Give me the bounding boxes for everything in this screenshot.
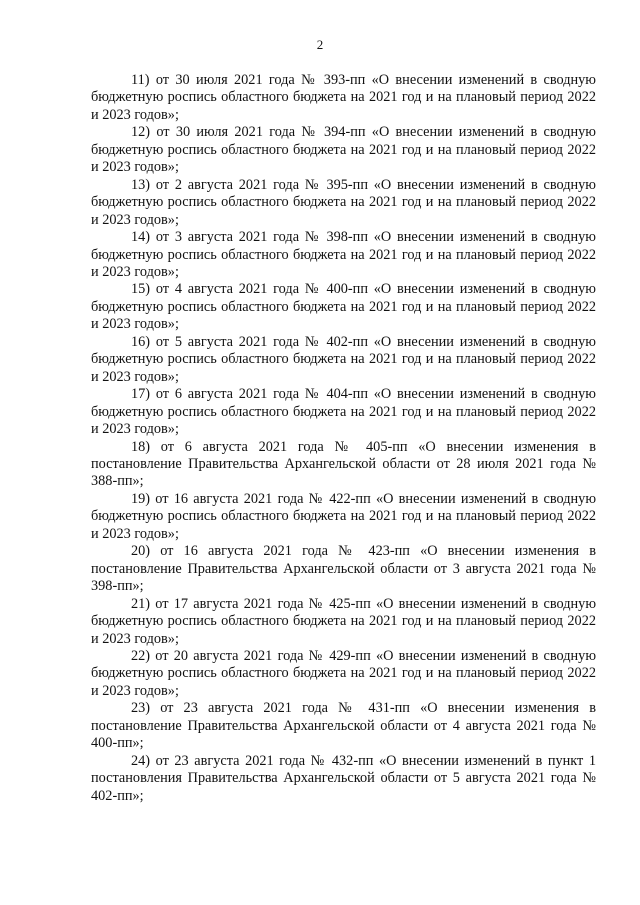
page-number: 2	[316, 37, 324, 52]
list-item: 24) от 23 августа 2021 года № 432-пп «О внесении изменений в пункт 1 постановления Правительства Архангельской области от 5 августа 2021 года № 402-пп»;	[91, 752, 596, 804]
list-item: 17) от 6 августа 2021 года № 404-пп «О внесении изменений в сводную бюджетную роспись областного бюджета на 2021 год и на плановый период 2022 и 2023 годов»;	[91, 386, 596, 438]
list-item: 18) от 6 августа 2021 года № 405-пп «О внесении изменения в постановление Правительства Архангельской области от 28 июля 2021 года № 388-пп»;	[91, 438, 596, 490]
list-item: 11) от 30 июля 2021 года № 393-пп «О внесении изменений в сводную бюджетную роспись областного бюджета на 2021 год и на плановый период 2022 и 2023 годов»;	[91, 72, 596, 123]
list-item: 23) от 23 августа 2021 года № 431-пп «О внесении изменения в постановление Правительства Архангельской области от 4 августа 2021 года № 400-пп»;	[91, 700, 596, 752]
list-item: 21) от 17 августа 2021 года № 425-пп «О внесении изменений в сводную бюджетную роспись областного бюджета на 2021 год и на плановый период 2022 и 2023 годов»;	[91, 595, 596, 647]
list-item: 20) от 16 августа 2021 года № 423-пп «О внесении изменения в постановление Правительства Архангельской области от 3 августа 2021 года № 398-пп»;	[91, 543, 596, 595]
list-item: 13) от 2 августа 2021 года № 395-пп «О внесении изменений в сводную бюджетную роспись областного бюджета на 2021 год и на плановый период 2022 и 2023 годов»;	[91, 176, 596, 228]
list-item: 12) от 30 июля 2021 года № 394-пп «О внесении изменений в сводную бюджетную роспись областного бюджета на 2021 год и на плановый период 2022 и 2023 годов»;	[91, 124, 596, 176]
list-item: 15) от 4 августа 2021 года № 400-пп «О внесении изменений в сводную бюджетную роспись областного бюджета на 2021 год и на плановый период 2022 и 2023 годов»;	[91, 281, 596, 333]
list-item: 22) от 20 августа 2021 года № 429-пп «О внесении изменений в сводную бюджетную роспись областного бюджета на 2021 год и на плановый период 2022 и 2023 годов»;	[91, 647, 596, 699]
list-item: 19) от 16 августа 2021 года № 422-пп «О внесении изменений в сводную бюджетную роспись областного бюджета на 2021 год и на плановый период 2022 и 2023 годов»;	[91, 490, 596, 542]
list-item: 14) от 3 августа 2021 года № 398-пп «О внесении изменений в сводную бюджетную роспись областного бюджета на 2021 год и на плановый период 2022 и 2023 годов»;	[91, 229, 596, 280]
document-body	[91, 72, 596, 805]
list-item: 16) от 5 августа 2021 года № 402-пп «О внесении изменений в сводную бюджетную роспись областного бюджета на 2021 год и на плановый период 2022 и 2023 годов»;	[91, 333, 596, 385]
